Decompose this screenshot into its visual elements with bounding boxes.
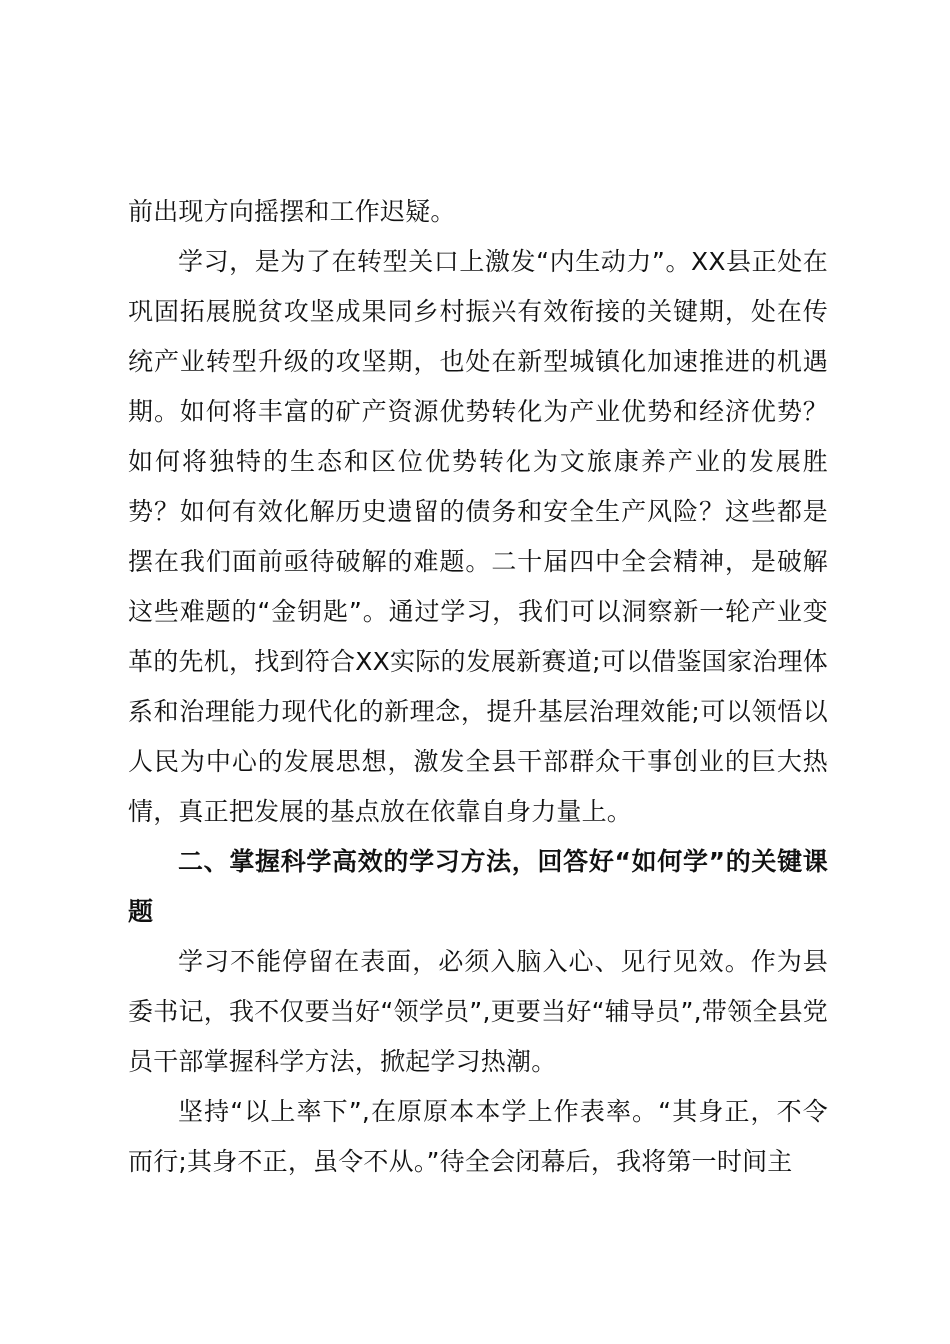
paragraph-study-methods: 学习不能停留在表面，必须入脑入心、见行见效。作为县委书记，我不仅要当好“领学员”,更要当好“辅导员”,带领全县党员干部掌握科学方法，掀起学习热潮。 — [128, 947, 828, 1076]
section-heading-2: 二、掌握科学高效的学习方法，回答好“如何学”的关键课题 — [128, 847, 828, 926]
paragraph-lead-by-example: 坚持“以上率下”,在原原本本学上作表率。“其身正，不令而行;其身不正，虽令不从。”待全会闭幕后，我将第一时间主 — [128, 1097, 828, 1176]
paragraph-continuation: 前出现方向摇摆和工作迟疑。 — [128, 197, 456, 226]
paragraph-learning-motivation: 学习，是为了在转型关口上激发“内生动力”。XX县正处在巩固拓展脱贫攻坚成果同乡村振兴有效衔接的关键期，处在传统产业转型升级的攻坚期，也处在新型城镇化加速推进的机遇期。如何将丰富的矿产资源优势转化为产业优势和经济优势？如何将独特的生态和区位优势转化为文旅康养产业的发展胜势？如何有效化解历史遗留的债务和安全生产风险？这些都是摆在我们面前亟待破解的难题。二十届四中全会精神，是破解这些难题的“金钥匙”。通过学习，我们可以洞察新一轮产业变革的先机，找到符合XX实际的发展新赛道;可以借鉴国家治理体系和治理能力现代化的新理念，提升基层治理效能;可以领悟以人民为中心的发展思想，激发全县干部群众干事创业的巨大热情，真正把发展的基点放在依靠自身力量上。 — [128, 247, 828, 826]
document-body — [128, 187, 828, 1187]
